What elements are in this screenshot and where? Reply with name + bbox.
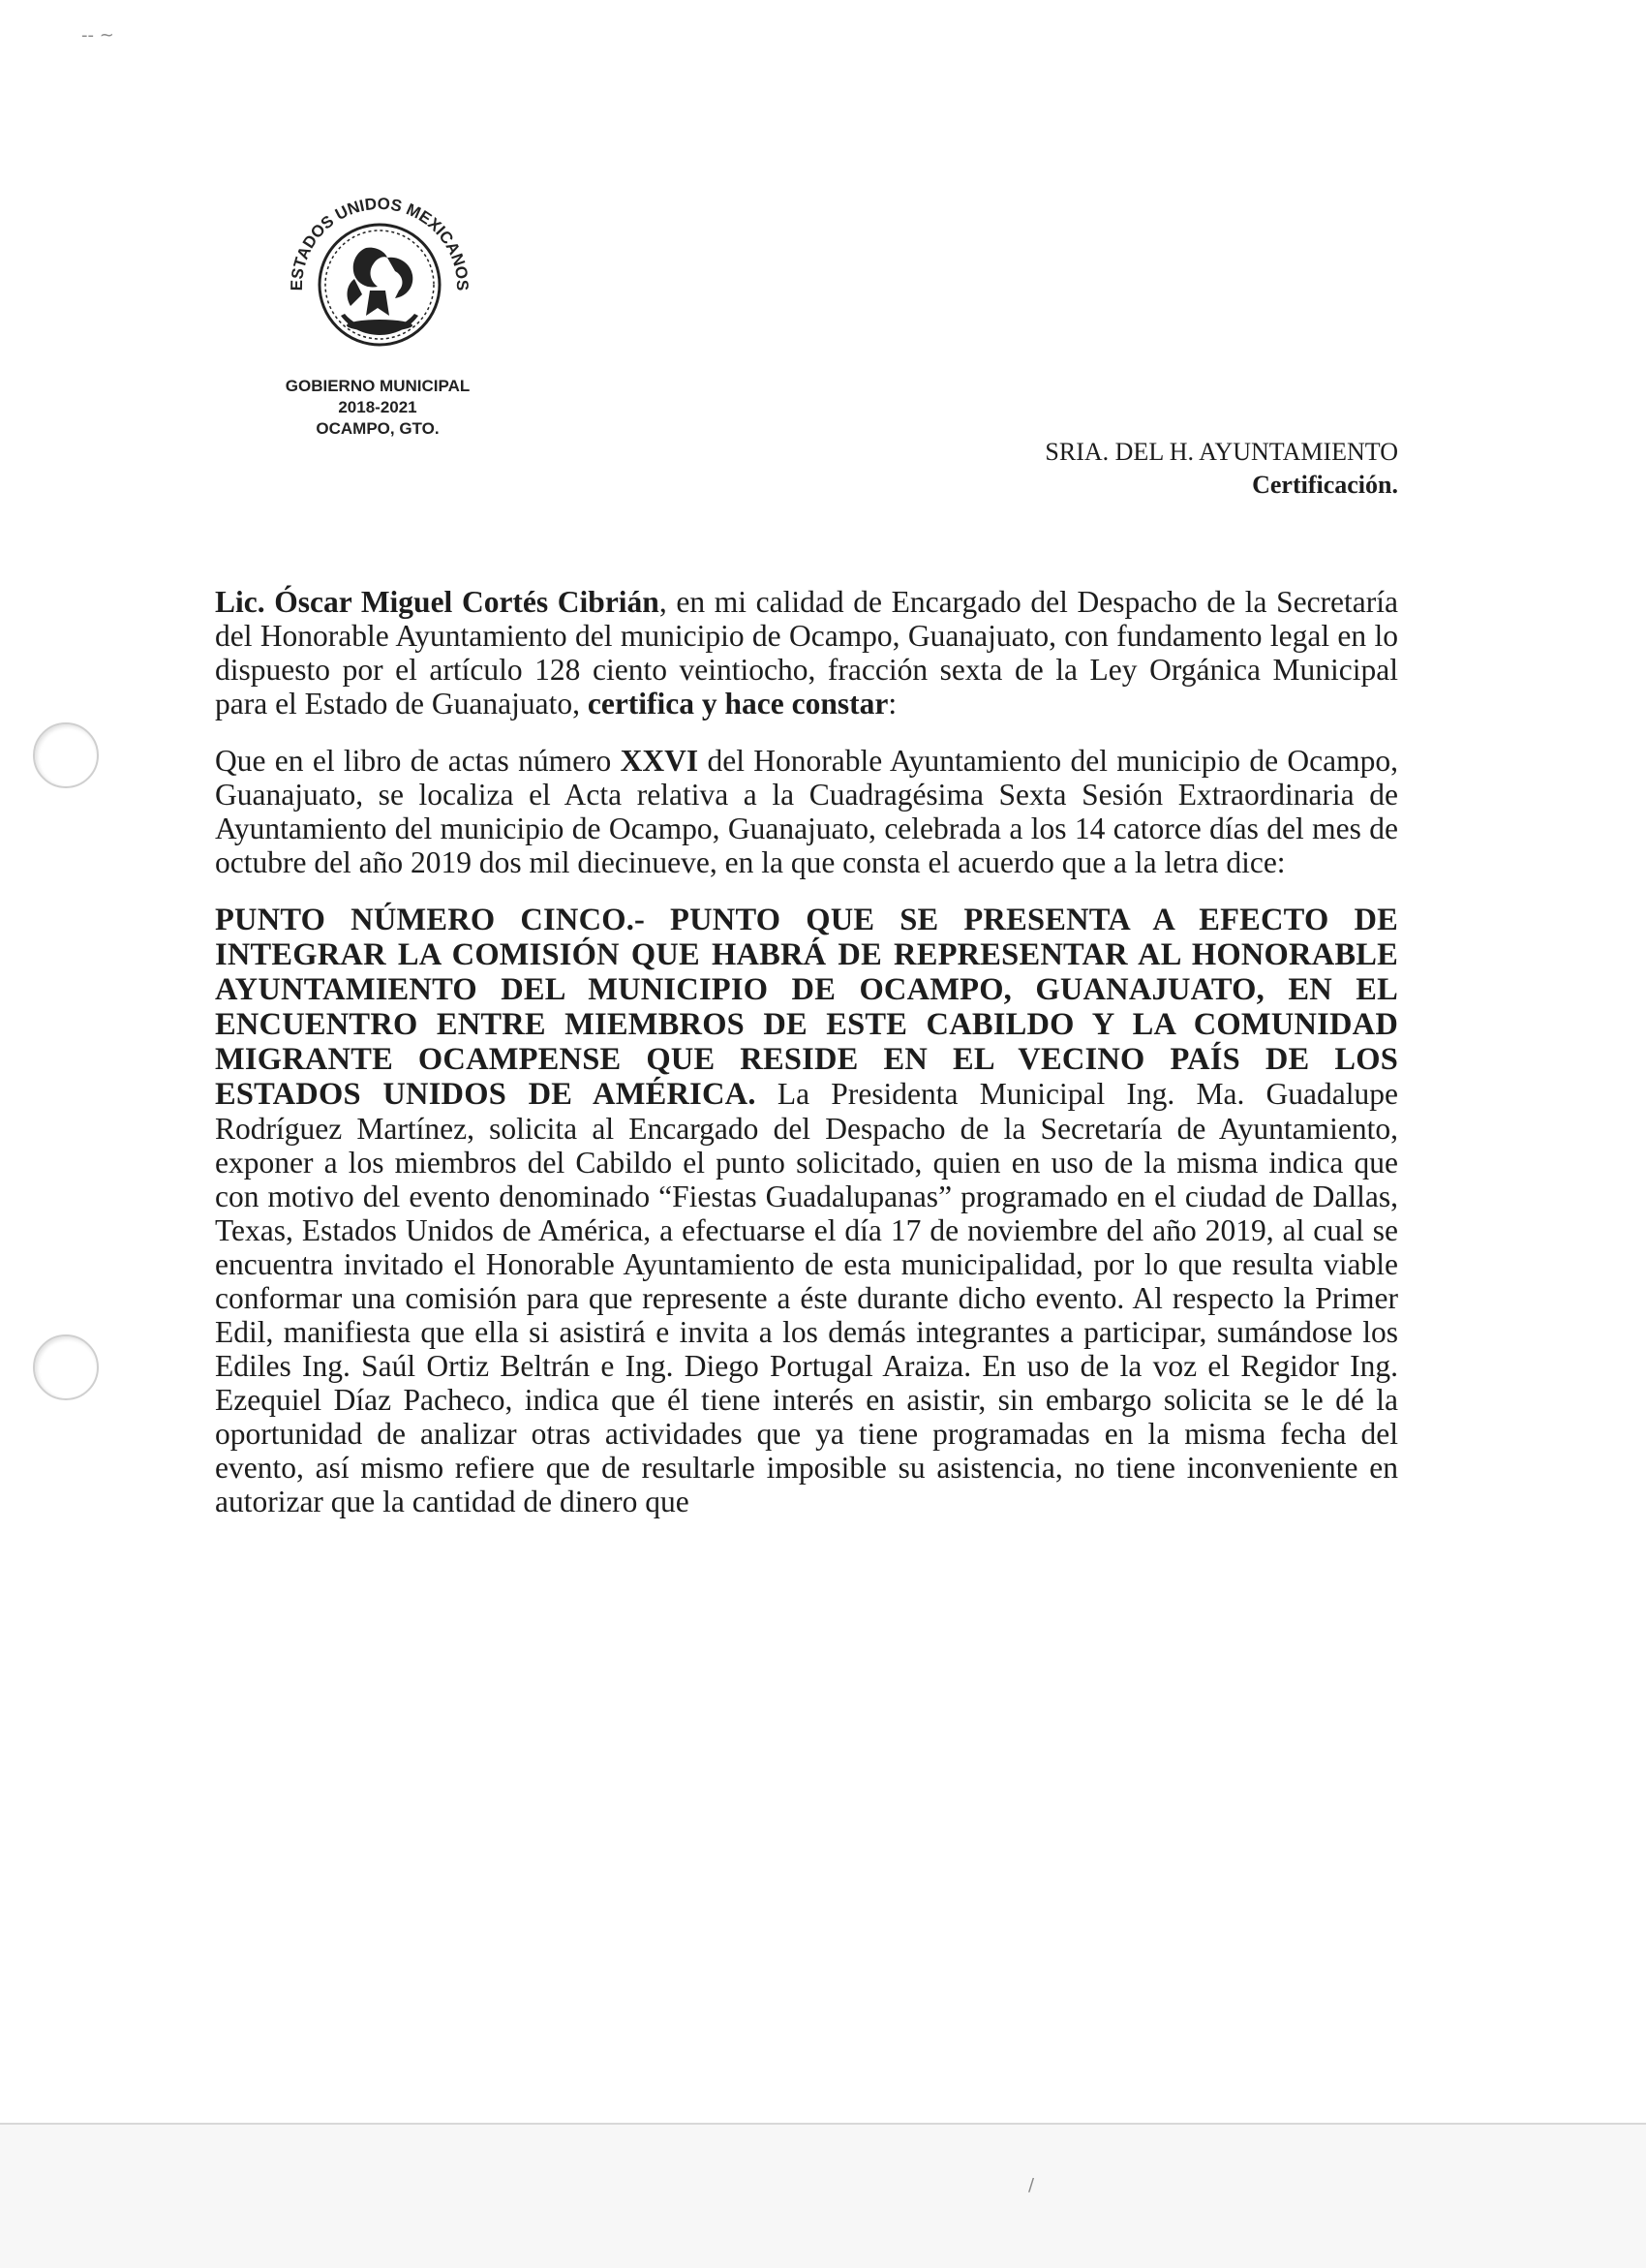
certifying-paragraph bbox=[215, 585, 1398, 720]
punch-hole-lower bbox=[33, 1334, 99, 1400]
certify-phrase: certifica y hace constar bbox=[587, 687, 889, 720]
paragraph-text: , en mi calidad de Encargado del Despacho de la Secretaría del Honorable Ayuntamiento del municipio de Ocampo, Guanajuato, con fundamento legal en lo dispuesto por el artículo 128 ciento veintiocho, fracción sexta de la Ley Orgánica Municipal para el Estado de Guanajuato, bbox=[215, 585, 1398, 720]
seal-caption-line: OCAMPO, GTO. bbox=[316, 419, 440, 438]
scan-mark: -- ~ bbox=[81, 25, 114, 46]
document-body bbox=[215, 585, 1398, 1542]
book-number: XXVI bbox=[620, 744, 699, 778]
seal-caption-line: GOBIERNO MUNICIPAL bbox=[285, 377, 471, 395]
document-header bbox=[1045, 436, 1398, 502]
record-paragraph bbox=[215, 744, 1398, 879]
document-type: Certificación. bbox=[1252, 471, 1398, 499]
eagle-emblem bbox=[341, 248, 418, 335]
paragraph-text: del Honorable Ayuntamiento del municipio de Ocampo, Guanajuato, se localiza el Acta relativa a la Cuadragésima Sexta Sesión Extraordinaria de Ayuntamiento del municipio de Ocampo, Guanajuato, celebrada a los 14 catorce días del mes de octubre del año 2019 dos mil diecinueve, en la que consta el acuerdo que a la letra dice: bbox=[215, 744, 1399, 879]
scan-mark: / bbox=[1028, 2175, 1035, 2195]
municipal-seal-logo bbox=[273, 170, 486, 383]
office-name: SRIA. DEL H. AYUNTAMIENTO bbox=[1045, 438, 1398, 466]
paragraph-text: La Presidenta Municipal Ing. Ma. Guadalupe Rodríguez Martínez, solicita al Encargado del Despacho de la Secretaría de Ayuntamiento, exponer a los miembros del Cabildo el punto solicitado, quien en uso de la misma indica que con motivo del evento denominado “Fiestas Guadalupanas” programado en el ciudad de Dallas, Texas, Estados Unidos de América, a efectuarse el día 17 de noviembre del año 2019, al cual se encuentra invitado el Honorable Ayuntamiento de esta municipalidad, por lo que resulta viable conformar una comisión para que represente a éste durante dicho evento. Al respecto la Primer Edil, manifiesta que ella si asistirá e invita a los demás integrantes a participar, sumándose los Ediles Ing. Saúl Ortiz Beltrán e Ing. Diego Portugal Araiza. En uso de la voz el Regidor Ing. Ezequiel Díaz Pacheco, indica que él tiene interés en asistir, sin embargo solicita se le dé la oportunidad de analizar otras actividades que ya tiene programadas en la misma fecha del evento, así mismo refiere que de resultarle imposible su asistencia, no tiene inconveniente en autorizar que la cantidad de dinero que bbox=[215, 1077, 1398, 1518]
agenda-item-heading: PUNTO NÚMERO CINCO.- PUNTO QUE SE PRESENTA A EFECTO DE INTEGRAR LA COMISIÓN QUE HABRÁ DE REPRESENTAR AL HONORABLE AYUNTAMIENTO DEL MUNICIPIO DE OCAMPO, GUANAJUATO, EN EL ENCUENTRO ENTRE MIEMBROS DE ESTE CABILDO Y LA COMUNIDAD MIGRANTE OCAMPENSE QUE RESIDE EN EL VECINO PAÍS DE LOS ESTADOS UNIDOS DE AMÉRICA. bbox=[215, 903, 1398, 1112]
seal-caption bbox=[261, 376, 494, 440]
seal-arc-text: ESTADOS UNIDOS MEXICANOS bbox=[287, 194, 472, 291]
scan-bottom-margin bbox=[0, 2123, 1646, 2268]
official-name: Lic. Óscar Miguel Cortés Cibrián bbox=[215, 585, 659, 619]
agreement-paragraph bbox=[215, 903, 1398, 1518]
punch-hole-upper bbox=[33, 722, 99, 788]
paragraph-end: : bbox=[888, 687, 898, 720]
paragraph-text: Que en el libro de actas número bbox=[215, 744, 621, 778]
seal-caption-line: 2018-2021 bbox=[338, 398, 417, 416]
svg-text:ESTADOS UNIDOS MEXICANOS bbox=[288, 195, 472, 291]
